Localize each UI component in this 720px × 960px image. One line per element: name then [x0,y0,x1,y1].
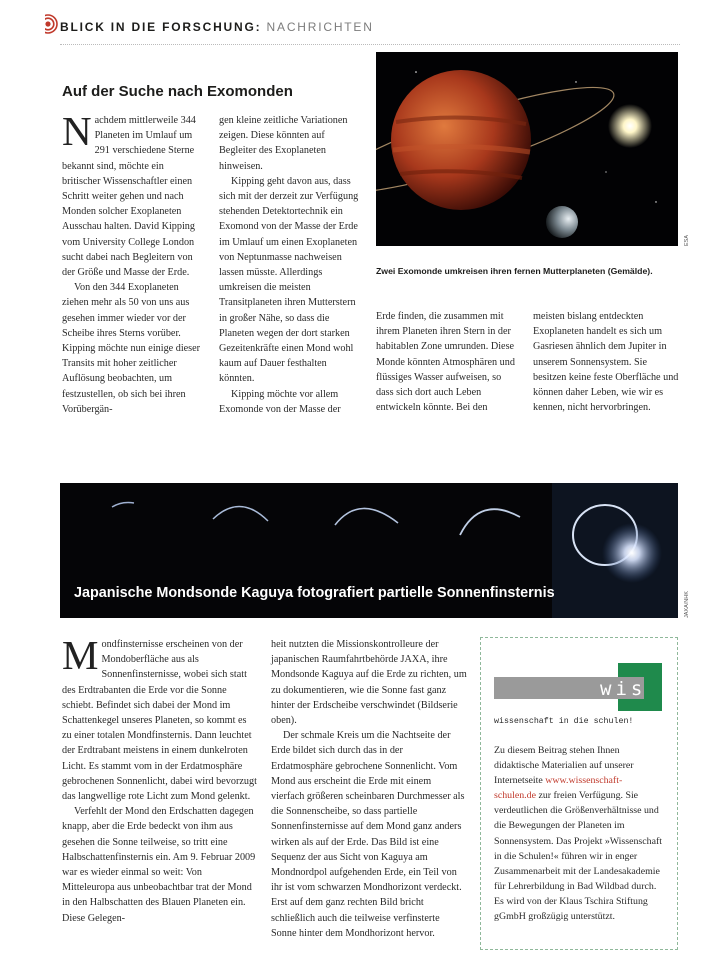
magazine-logo-icon [38,14,58,34]
article-title-exomoons: Auf der Suche nach Exomonden [62,83,293,100]
wis-logo [494,663,662,711]
article1-column-3 [376,309,518,415]
dropcap: M [62,632,99,678]
article1-column-4 [533,309,679,415]
section-header [60,20,374,34]
article1-column-1 [62,108,204,417]
section-subtitle: NACHRICHTEN [266,20,374,34]
wis-text-intro: Zu diesem Beitrag stehen Ihnen didaktische Materialien auf unserer Internetseite [494,745,634,787]
wis-logo-text: wis [600,678,647,700]
article-title-kaguya: Japanische Mondsonde Kaguya fotografiert partielle Sonnenfinsternis [74,585,555,601]
wis-subtitle: wissenschaft in die schulen! [494,717,634,726]
article2-column-1 [62,632,257,926]
paragraph: Der schmale Kreis um die Nachtseite der Erde bildet sich durch das in der Erdatmosphäre gebrochene Sonnenlicht. Vom Mond aus erscheint die Erde mit einem vierfach größeren scheinbaren Durchmesser als die Sonnenscheibe, so dass partielle Sonnenfinsternisse auf dem Mond ganz anders wirken als auf der Erde. Das Bild ist eine Sequenz der aus Sicht von Kaguya am Mondnordpol aufgehenden Erde, ein Teil von ihr ist vom schwarzen Mondhorizont verdeckt. Erst auf dem ganz rechten Bild bricht schließlich auch die teilweise verfinsterte Sonne hinter dem Mondhorizont hervor. [271,730,465,939]
article2-column-2 [271,637,467,941]
wis-description [494,743,664,924]
exoplanet-painting-image [376,52,678,246]
section-title: BLICK IN DIE FORSCHUNG: [60,20,262,34]
wis-text-body: zur freien Verfügung. Sie verdeutlichen die Größenverhältnisse und die Bewegungen der Planeten im Sonnensystem. Das Projekt »Wissenschaft in die Schulen!« führen wir in enger Zusammenarbeit mit der Landesakademie für Lehrerbildung in Bad Wildbad durch. Es wird von der Klaus Tschira Stiftung gGmbH großzügig unterstützt. [494,790,663,923]
paragraph: Kipping möchte vor allem Exomonde von der Masse der [219,388,341,415]
paragraph: ondfinsternisse erscheinen von der Mondoberfläche aus als Sonnenfinsternisse, wobei sich statt des Erdtrabanten die Erde vor die Sonne schiebt. Befindet sich dabei der Mond im Schattenkegel unseres Planeten, so kommt es zu einer totalen Mondfinsternis. Dann leuchtet der Erdtrabant meistens in einem dunkelroten Licht. Es stammt vom in der Erdatmosphäre gebrochenen Sonnenlicht, dabei wird bevorzugt das langwellige rote Licht zum Mond gelenkt. [62,639,257,803]
image-credit: JAXA/NHK [684,591,690,618]
paragraph: Erde finden, die zusammen mit ihrem Planeten ihren Stern in der habitablen Zone umrunden. Diese Monde könnten Atmosphären und flüssiges Wasser aufweisen, so dass sich dort auch Leben entwickeln könnte. Bei den [376,311,515,414]
paragraph: achdem mittlerweile 344 Planeten im Umlauf um 291 verschiedene Sterne bekannt sind, möchte ein britischer Wissenschaftler einen Schritt weiter gehen und nach Monden solcher Exoplaneten Ausschau halten. David Kipping vom University College London sucht dabei nach Begleitern von der Größe und Masse der Erde. [62,115,196,279]
image-caption: Zwei Exomonde umkreisen ihren fernen Mutterplaneten (Gemälde). [376,266,653,276]
paragraph: heit nutzten die Missionskontrolleure der japanischen Raumfahrtbehörde JAXA, ihre Mondsonde Kaguya auf die Erde zu richten, um zu dokumentieren, wie die Sonne fast ganz hinter der Erdscheibe verschwindet (Bildserie oben). [271,639,467,727]
header-divider [60,44,680,45]
image-credit: ESA [684,234,690,246]
paragraph: gen kleine zeitliche Variationen zeigen. Diese könnten auf Begleiter des Exoplaneten hinweisen. [219,115,348,172]
article1-column-2 [219,113,361,417]
dropcap: N [62,108,92,154]
paragraph: Verfehlt der Mond den Erdschatten dagegen knapp, aber die Erde bedeckt von ihm aus gesehen die Sonne teilweise, so tritt eine Halbschattenfinsternis ein. Am 9. Februar 2009 war es wieder einmal so weit: Von Mitteleuropa aus unbeobachtbar trat der Mond in den Halbschatten des Blauen Planeten ein. Diese Gelegen- [62,806,256,924]
paragraph: Kipping geht davon aus, dass sich mit der derzeit zur Verfügung stehenden Detektortechnik ein Exomond von der Masse der Erde im Umlauf um einen Exoplaneten von Neptunmasse nachweisen lassen müsste. Allerdings umkreisen die meisten Transitplaneten ihren Mutterstern in großer Nähe, so dass die Planeten wegen der dort starken Gezeitenkräfte einen Mond wohl kaum auf Dauer festhalten könnten. [219,175,359,385]
wis-website-link[interactable]: www.wissenschaft-schulen.de [494,775,623,802]
paragraph: meisten bislang entdeckten Exoplaneten handelt es sich um Gasriesen ähnlich dem Jupiter in unserem Sonnensystem. Sie besitzen keine feste Oberfläche und können daher Leben, wie wir es kennen, nicht hervorbringen. [533,311,679,414]
paragraph: Von den 344 Exoplaneten ziehen mehr als 50 von uns aus gesehen immer wieder vor der Scheibe ihres Sterns vorüber. Kipping möchte nun einige dieser Transits mit hoher zeitlicher Auflösung beobachten, um festzustellen, ob sich bei ihren Vorübergän- [62,282,201,415]
